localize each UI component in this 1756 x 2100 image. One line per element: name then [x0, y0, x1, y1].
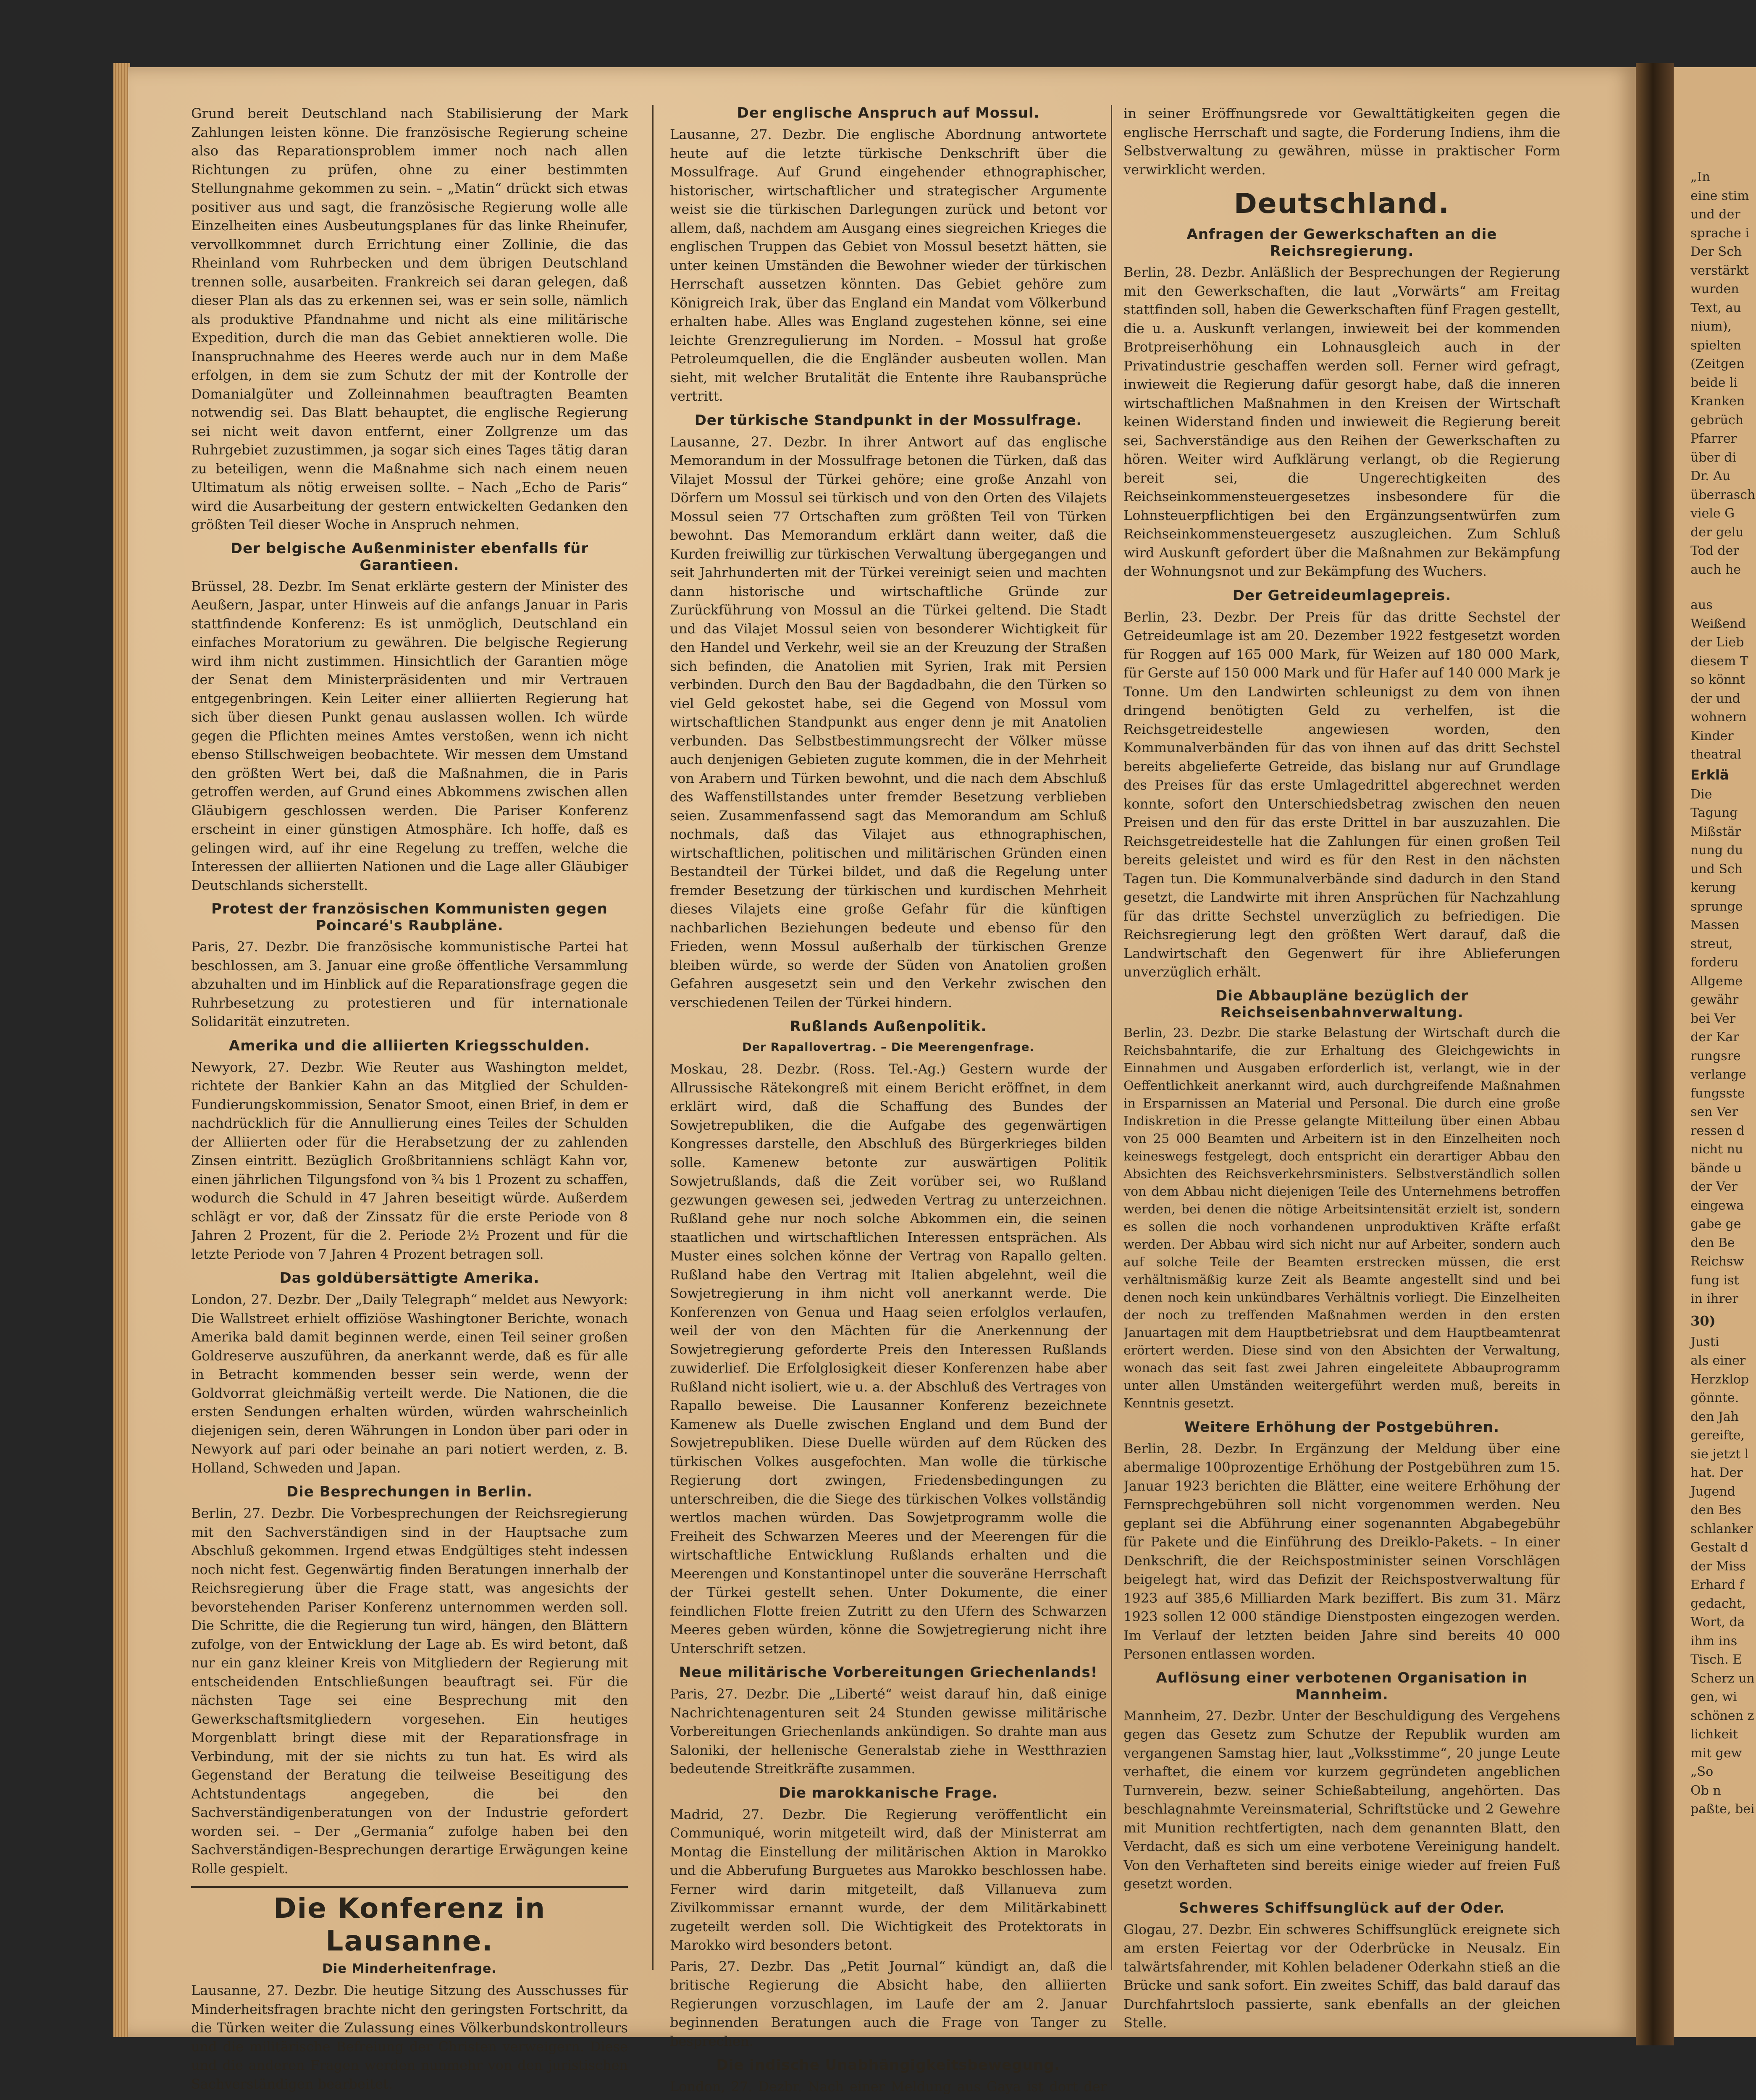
next-page-line: der Miss	[1690, 1559, 1746, 1574]
next-page-line: ressen d	[1690, 1123, 1745, 1138]
next-page-line: theatral	[1690, 747, 1741, 762]
next-page-line: Dr. Au	[1690, 469, 1731, 483]
subheadline-rapallo: Der Rapallovertrag. – Die Meerengenfrage.	[742, 1041, 1034, 1054]
next-page-line: aus	[1690, 598, 1713, 612]
next-page-line: Tod der	[1690, 543, 1739, 558]
next-page-line: Pfarrer	[1690, 431, 1737, 446]
next-page-line: so könnt	[1690, 672, 1745, 687]
next-page-line: mit gew	[1690, 1746, 1742, 1761]
next-page-line: Herzklop	[1690, 1372, 1749, 1387]
headline-america-war-debts: Amerika und die alliierten Kriegsschulden.	[228, 1037, 591, 1054]
next-page-line: lichkeit	[1690, 1727, 1738, 1742]
next-page-line: Kinder	[1690, 728, 1734, 743]
article-belgian-minister: Brüssel, 28. Dezbr. Im Senat erklärte gestern der Minister des Aeußern, Jaspar, unter Hinweis auf die anfangs Januar in Paris stattfindende Konferenz: Es ist unmöglich, Deutschland ein einfaches Moratorium zu gewähren. Die belgische Regierung wird ihm nicht zustimmen. Hinsichtlich der Garantien möge der Senat dem Ministerpräsidenten und mir Vertrauen entgegenbringen. Kein Leiter einer alliierten Regierung hat sich über diesen Punkt genau auslassen wollen. Ich würde gegen die Pflichten meines Amtes verstoßen, wenn ich nicht ebenso Stillschweigen beobachtete. Wir messen dem Umstand den größten Wert bei, daß die Maßnahmen, die in Paris getroffen werden, auf Grund eines Abkommens zwischen allen Gläubigern geschlossen werden. Die Pariser Konferenz erscheint in einer günstigen Atmosphäre. Ich hoffe, daß es gelingen wird, auf ihr eine Regelung zu treffen, welche die Interessen der alliierten Nationen und die Lage aller Gläubiger Deutschlands sicherstellt.	[191, 578, 628, 893]
next-page-line: Allgeme	[1690, 974, 1743, 989]
article-french-communists: Paris, 27. Dezbr. Die französische kommunistische Partei hat beschlossen, am 3. Januar eine große öffentliche Versammlung abzuhalten und im Hinblick auf die Reparationsfrage gegen die Ruhrbesetzung zu protestieren und für internationale Solidarität einzutreten.	[191, 939, 628, 1029]
next-page-line: Scherz un	[1690, 1671, 1755, 1686]
article-minority-question: Lausanne, 27. Dezbr. Die heutige Sitzung des Ausschusses für Minderheitsfragen brachte nicht den geringsten Fortschritt, da die Türken weiter die Zulassung eines Völkerbundskontrolleurs und die militärische Befreiung der Christen verweigern. Diese und die anderen Fragen werden nunmehr von den juristischen Sachverständigen bearbeitet.	[191, 1982, 628, 2092]
next-page-line: den Be	[1690, 1235, 1735, 1250]
column-rule-1	[652, 105, 654, 1970]
next-page-line: schlanker	[1690, 1521, 1753, 1536]
next-page-line: den Jah	[1690, 1409, 1739, 1424]
next-page-line: sie jetzt l	[1690, 1446, 1749, 1462]
next-page-headline: Erklä	[1690, 766, 1729, 783]
next-page-line: schönen z	[1690, 1708, 1754, 1723]
next-page-line: gen, wi	[1690, 1690, 1737, 1704]
next-page-line: gewähr	[1690, 992, 1739, 1007]
next-page-line: Mißstär	[1690, 824, 1741, 839]
article-postal-fees: Berlin, 28. Dezbr. In Ergänzung der Meldung über eine abermalige 100prozentige Erhöhung der Postgebühren zum 15. Januar 1923 berichten die Blätter, eine weitere Erhöhung der Fernsprechgebühren soll nicht vorgenommen werden. Neu geplant sei die Abführung einer sogenannten Abgabegebühr für Pakete und die Einführung des Dreiklo-Pakets. – In einer Denkschrift, die der Reichspostminister seinen Vorschlägen beigelegt hat, wird das Defizit der Reichspostverwaltung für 1923 auf 385,6 Milliarden Mark beziffert. Bis zum 31. März 1923 sollen 12 000 ständige Dienstposten eingezogen werden. Im Verlauf der letzten beiden Jahre sind bereits 40 000 Personen entlassen worden.	[1123, 1440, 1560, 1662]
next-page-text-top	[1674, 67, 1756, 579]
next-page-line: bei Ver	[1690, 1011, 1736, 1026]
next-page-line: als einer	[1690, 1353, 1746, 1368]
next-page-line: eine stim	[1690, 188, 1749, 203]
next-page-line: (Zeitgen	[1690, 357, 1745, 371]
next-page-line: der Ver	[1690, 1179, 1738, 1194]
next-page-line: auch he	[1690, 562, 1741, 577]
article-mosul-claim: Lausanne, 27. Dezbr. Die englische Abordnung antwortete heute auf die letzte türkische Denkschrift über die Mossulfrage. Auf Grund eingehender ethnographischer, historischer, wirtschaftlicher und strategischer Argumente weist sie die türkischen Darlegungen zurück und betont vor allem, daß, nachdem am Ausgang eines siegreichen Krieges die englischen Truppen das Gebiet von Mossul besetzt hätten, sie unter keinen Umständen die Bewohner wieder der türkischen Herrschaft aussetzen könnten. Das Gebiet gehöre zum Königreich Irak, über das England ein Mandat vom Völkerbund erhalten habe. Alles was England zugestehen könne, sei eine leichte Grenzregulierung im Norden. – Mossul hat große Petroleumquellen, die die Engländer ausbeuten wollen. Man sieht, mit welcher Brutalität die Entente ihre Raubansprüche vertritt.	[670, 126, 1107, 404]
headline-union-inquiries: Anfragen der Gewerkschaften an die Reichsregierung.	[1186, 226, 1497, 260]
next-page-line: gönnte.	[1690, 1391, 1739, 1405]
article-morocco-paris: Paris, 27. Dezbr. Das „Petit Journal“ kündigt an, daß die britische Regierung die Absicht habe, den alliierten Regierungen vorzuschlagen, im Laufe der am 2. Januar beginnenden Beratungen auch die Frage von Tanger zu besprechen.	[670, 1958, 1107, 2049]
headline-mosul-claim: Der englische Anspruch auf Mossul.	[737, 105, 1040, 121]
next-page-line: gebrüch	[1690, 412, 1743, 428]
next-page-line: Die	[1690, 787, 1712, 802]
next-page-line: wohnern	[1690, 710, 1747, 724]
headline-berlin-talks: Die Besprechungen in Berlin.	[286, 1483, 533, 1500]
next-page-line: Tagung	[1690, 806, 1738, 820]
next-page-line: Jugend	[1690, 1484, 1735, 1499]
next-page-text-middle-2	[1674, 785, 1756, 1309]
next-page-line: paßte, bei	[1690, 1802, 1755, 1816]
next-page-line: nung du	[1690, 843, 1743, 858]
next-page-line: Erhard f	[1690, 1578, 1744, 1592]
next-page-line: fung ist	[1690, 1273, 1739, 1288]
next-page-line: gedacht,	[1690, 1596, 1746, 1611]
next-page-line: ihm ins	[1690, 1633, 1738, 1648]
column-middle	[670, 104, 1107, 2094]
column-left	[191, 104, 628, 2094]
next-page-line: sprache i	[1690, 226, 1749, 241]
headline-banned-organization: Auflösung einer verbotenen Organisation in Mannheim.	[1156, 1669, 1528, 1703]
next-page-line: gabe ge	[1690, 1217, 1741, 1231]
headline-morocco: Die marokkanische Frage.	[779, 1784, 998, 1801]
next-page-line: Wort, da	[1690, 1615, 1745, 1630]
article-india-independence: London, 27. Dezbr. Nach einer Meldung aus Gaya ist dort der	[670, 2079, 1107, 2094]
next-page-line: der Kar	[1690, 1030, 1739, 1045]
article-banned-organization: Mannheim, 27. Dezbr. Unter der Beschuldigung des Vergehens gegen das Gesetz zum Schutze der Republik wurden am vergangenen Samstag hier, laut „Volksstimme“, 20 junge Leute verhaftet, die einem vor kurzem gegründeten angeblichen Turnverein, bezw. seiner Schießabteilung, angehörten. Das beschlagnahmte Vereinsmaterial, Schriftstücke und 2 Gewehre mit Munition rechtfertigten, nach dem genannten Blatt, den Verdacht, daß es sich um eine verbotene Vereinigung handelt. Von den Verhafteten sind bereits einige wieder auf freien Fuß gesetzt worden.	[1123, 1707, 1560, 1892]
headline-oder-shipwreck: Schweres Schiffsunglück auf der Oder.	[1179, 1899, 1505, 1916]
next-page-line: Der Sch	[1690, 244, 1742, 259]
article-railway-cuts: Berlin, 23. Dezbr. Die starke Belastung der Wirtschaft durch die Reichsbahntarife, die zur Erhaltung des Gleichgewichts in Einnahmen und Ausgaben erforderlich ist, verlangt, wie in der Oeffentlichkeit anerkannt wird, auch durchgreifende Maßnahmen in Ersparnissen an Material und Personal. Die durch eine große Indiskretion in die Presse gelangte Mitteilung über einen Abbau von 25 000 Beamten und Arbeitern ist in den Einzelheiten noch keineswegs festgelegt, doch entspricht ein derartiger Abbau den Absichten des Reichsverkehrsministers. Selbstverständlich sollen von dem Abbau nicht diejenigen Teile des Unternehmens betroffen werden, bei denen die nötige Arbeitsintensität erzielt ist, sondern es sollen die noch vorhandenen unproduktiven Kräfte erfaßt werden. Der Abbau wird sich nicht nur auf Arbeiter, sondern auch auf solche Teile der Beamten erstrecken müssen, die erst verhältnismäßig kurze Zeit als Beamte angestellt sind und bei denen noch kein unkündbares Verhältnis vorliegt. Die Einzelheiten der noch zu treffenden Maßnahmen werden in den ersten Januartagen mit dem Hauptbetriebsrat und dem Hauptbeamtenrat erörtert werden. Diese sind von den Absichten der Verwaltung, wonach das seit fast zwei Jahren eingeleitete Abbauprogramm unter allen Umständen weitergeführt werden muß, bereits in Kenntnis gesetzt.	[1123, 1025, 1560, 1411]
next-page-text-middle	[1674, 596, 1756, 764]
next-page-line: verlange	[1690, 1067, 1746, 1082]
next-page-line: der gelu	[1690, 525, 1744, 540]
next-page-line: Reichsw	[1690, 1254, 1744, 1269]
article-russia-foreign-policy: Moskau, 28. Dezbr. (Ross. Tel.-Ag.) Gestern wurde der Allrussische Rätekongreß mit einem Bericht eröffnet, in dem erklärt wird, daß die Schaffung des Bundes der Sowjetrepubliken, die die Aufgabe des gegenwärtigen Kongresses darstelle, den Abschluß des Bürgerkrieges bilden solle. Kamenew betonte zur auswärtigen Politik Sowjetrußlands, daß die Zeit vorüber sei, wo Rußland gezwungen gewesen sei, jedweden Vertrag zu unterzeichnen. Rußland gehe nur noch solche Abkommen ein, die seinen staatlichen und wirtschaftlichen Interessen entsprächen. Als Muster eines solchen könne der Vertrag von Rapallo gelten. Rußland habe den Vertrag mit Italien abgelehnt, weil die Sowjetregierung in ihm nicht voll anerkannt werde. Die Konferenzen von Genua und Haag seien erfolglos verlaufen, weil der von den Mächten für die Anerkennung der Sowjetregierung geforderte Preis den Interessen Rußlands zuwiderlief. Die Erfolglosigkeit dieser Konferenzen habe aber Rußland nicht isoliert, wie u. a. der Abschluß des Vertrages von Rapallo beweise. Die Lausanner Konferenz bezeichnete Kamenew als Duelle zwischen England und dem Bund der Sowjetrepubliken. Diese Duelle würden auf dem Rücken des türkischen Volkes ausgefochten. Man wolle die türkische Regierung dort zwingen, Friedensbedingungen zu unterschreiben, die die Siege des türkischen Volkes vollständig wertlos machen würden. Das Sowjetprogramm wolle die Freiheit des Schwarzen Meeres und der Meerengen für die wirtschaftliche Entwicklung Rußlands erhalten und die Meerengen und Konstantinopel unter die souveräne Herrschaft der Türkei gestellt sehen. Unter Dokumente, die einer feindlichen Flotte freien Zutritt zu den Ufern des Schwarzen Meeres geben würden, könne die Sowjetregierung nicht ihre Unterschrift setzen.	[670, 1061, 1107, 1656]
next-page-line: eingewa	[1690, 1198, 1744, 1213]
next-page-line: Tisch. E	[1690, 1652, 1742, 1667]
page-edge-stack	[113, 63, 130, 2037]
article-turkish-position: Lausanne, 27. Dezbr. In ihrer Antwort auf das englische Memorandum in der Mossulfrage betonen die Türken, daß das Vilajet Mossul der Türkei gehöre; eine große Anzahl von Dörfern um Mossul sei türkisch und von den Orten des Vilajets Mossul seien 77 Ortschaften zum größten Teil von Türken bewohnt. Das Memorandum erklärt dann weiter, daß die Kurden freiwillig zur türkischen Verwaltung übergegangen und seit Jahrhunderten mit der Türkei vereinigt seien und machten dann historische und wirtschaftliche Gründe zur Zurückführung von Mossul an die Türkei geltend. Die Stadt und das Vilajet Mossul seien von besonderer Wichtigkeit für den Handel und Verkehr, weil sie an der Kreuzung der Straßen sich befinden, die Anatolien mit Syrien, Irak mit Persien verbinden. Durch den Bau der Bagdadbahn, die den Türken so viel Geld gekostet habe, sei die Gegend von Mossul vom wirtschaftlichen Standpunkt aus enger denn je mit Anatolien verbunden. Das Selbstbestimmungsrecht der Völker müsse auch denjenigen Gebieten zugute kommen, die in der Mehrheit von Arabern und Türken bewohnt, und die nach dem Abschluß des Waffenstillstandes unter fremder Besetzung verblieben seien. Zusammenfassend sagt das Memorandum am Schluß nochmals, daß das Vilajet aus ethnographischen, wirtschaftlichen, politischen und militärischen Gründen einen Bestandteil der Türkei bildet, und daß die Regelung unter fremder Besetzung der türkischen und kurdischen Mehrheit dieses Vilajets eine große Gefahr für die künftigen nachbarlichen Beziehungen bedeute und ebenso für den Frieden, wenn Mossul außerhalb der türkischen Grenze bleiben würde, so werde der Süden von Anatolien großen Gefahren ausgesetzt sein und den Verkehr zwischen den verschiedenen Teilen der Türkei hindern.	[670, 433, 1107, 1011]
next-page-line: Massen	[1690, 918, 1740, 932]
article-reparation-continued: Grund bereit Deutschland nach Stabilisierung der Mark Zahlungen leisten könne. Die französische Regierung scheine also das Reparationsproblem immer noch nach allen Richtungen zu prüfen, ohne zu einer bestimmten Stellungnahme gekommen zu sein. – „Matin“ drückt sich etwas positiver aus und sagt, die französische Regierung wolle alle Einzelheiten eines Ausbeutungsplanes für das linke Rheinufer, vervollkommnet durch Errichtung einer Zollinie, die das Rheinland vom Ruhrbecken und dem übrigen Deutschland trennen solle, ausarbeiten. Frankreich sei daran gelegen, daß dieser Plan als das zu erkennen sei, was er sein solle, nämlich als produktive Pfandnahme und nicht als eine militärische Expedition, durch die man das Gebiet annektieren wolle. Die Inanspruchnahme des Heeres werde auch nur in dem Maße erfolgen, in dem sie zum Schutz der mit der Kontrolle der Domanialgüter und Zolleinnahmen beauftragten Beamten notwendig sei. Das Blatt behauptet, die englische Regierung sei nicht weit davon entfernt, einer Zollgrenze um das Ruhrgebiet zuzustimmen, ja sogar sich eines Tages tätig daran zu beteiligen, wenn die Maßnahme sich nach einem neuen Ultimatum als nötig erweisen sollte. – Nach „Echo de Paris“ wird die Ausarbeitung der gestern entwickelten Gedanken den größten Teil dieser Woche in Anspruch nehmen.	[191, 105, 628, 533]
next-page-line: streut,	[1690, 936, 1733, 951]
headline-minority-question: Die Minderheitenfrage.	[322, 1961, 497, 1976]
next-page-line: Justi	[1690, 1334, 1719, 1349]
headline-india-independence: Die indische Unabhängigkeitsbewegung.	[716, 2057, 1060, 2074]
next-page-line: Ob n	[1690, 1783, 1721, 1798]
next-page-line: der und	[1690, 691, 1740, 706]
next-page-line: „So	[1690, 1764, 1714, 1779]
next-page-sliver	[1674, 67, 1756, 2037]
next-page-line: und Sch	[1690, 861, 1743, 877]
headline-postal-fees: Weitere Erhöhung der Postgebühren.	[1184, 1418, 1500, 1436]
section-title-germany: Deutschland.	[1234, 187, 1450, 220]
article-grain-levy-price: Berlin, 23. Dezbr. Der Preis für das dritte Sechstel der Getreideumlage ist am 20. Dezember 1922 festgesetzt worden für Roggen auf 165 000 Mark, für Weizen auf 180 000 Mark, für Gerste auf 150 000 Mark und für Hafer auf 140 000 Mark je Tonne. Um den Landwirten schleunigst zu dem von ihnen dringend benötigten Geld zu verhelfen, ist die Reichsgetreidestelle angewiesen worden, den Kommunalverbänden für das von ihnen auf das dritt Sechstel bereits abgelieferte Getreide, das bislang nur auf Grundlage des Preises für das erste Umlagedrittel abgerechnet werden konnte, sofort den Unterschiedsbetrag zwischen den neuen Preisen und den für das erste Drittel in bar auszuzahlen. Die Reichsgetreidestelle hat die Zahlungen für einen großen Teil bereits geleistet und wird es für den Rest in den nächsten Tagen tun. Die Kommunalverbände sind dadurch in den Stand gesetzt, die Landwirte mit ihren Ansprüchen für Nachzahlung für das dritte Sechstel unverzüglich zu befriedigen. Die Reichsregierung legt den größten Wert darauf, daß die Landwirtschaft den Gegenwert für ihre Ablieferungen unverzüglich erhält.	[1123, 609, 1560, 980]
next-page-line: rungsre	[1690, 1048, 1741, 1063]
next-page-line: Weißend	[1690, 616, 1746, 631]
next-page-line: nium),	[1690, 319, 1732, 334]
next-page-line: den Bes	[1690, 1503, 1742, 1517]
next-page-line: hat. Der	[1690, 1465, 1743, 1480]
headline-gold-america: Das goldübersättigte Amerika.	[279, 1270, 540, 1286]
article-greece-military: Paris, 27. Dezbr. Die „Liberté“ weist darauf hin, daß einige Nachrichtenagenturen seit 24 Stunden gewisse militärische Vorbereitungen Griechenlands ankündigen. So drahte man aus Saloniki, der hellenische Generalstab ziehe in Westthrazien bedeutende Streitkräfte zusammen.	[670, 1686, 1107, 1777]
article-morocco-madrid: Madrid, 27. Dezbr. Die Regierung veröffentlicht ein Communiqué, worin mitgeteilt wird, daß der Ministerrat am Montag die Einstellung der militärischen Aktion in Marokko und die Abberufung Burguetes aus Marokko beschlossen habe. Ferner wird darin mitgeteilt, daß Villanueva zum Zivilkommissar ernannt wurde, der dem Militärkabinett zugeteilt werden soll. Die Wichtigkeit des Protektorats in Marokko wird besonders betont.	[670, 1806, 1107, 1953]
next-page-line: „In	[1690, 170, 1710, 184]
next-page-line: über di	[1690, 450, 1736, 465]
column-right	[1123, 104, 1560, 2094]
book-gutter	[1636, 63, 1674, 2045]
next-page-line: sprunge	[1690, 899, 1743, 914]
section-title-lausanne: Die Konferenz in Lausanne.	[191, 1886, 628, 1958]
next-page-line: verstärkt	[1690, 263, 1749, 278]
next-page-line: spielten	[1690, 338, 1741, 353]
article-america-war-debts: Newyork, 27. Dezbr. Wie Reuter aus Washington meldet, richtete der Bankier Kahn an das Mitglied der Schulden-Fundierungskommission, Senator Smoot, einen Brief, in dem er nachdrücklich für die Annullierung eines Teiles der Schulden der Alliierten oder für die Herabsetzung der zu zahlenden Zinsen eintritt. Bezüglich Großbritanniens schlägt Kahn vor, einen jährlichen Tilgungsfond von ¾ bis 1 Prozent zu schaffen, wodurch die Schuld in 47 Jahren beseitigt würde. Außerdem schlägt er vor, daß der Zinssatz für die erste Periode von 8 Jahren 2 Prozent, für die 2. Periode 2½ Prozent und für die letzte Periode von 7 Jahren 4 Prozent betragen soll.	[191, 1059, 628, 1262]
next-page-line: in ihrer	[1690, 1292, 1738, 1306]
next-page-line: sen Ver	[1690, 1105, 1738, 1119]
next-page-line: fungsste	[1690, 1086, 1745, 1101]
headline-turkish-position: Der türkische Standpunkt in der Mossulfrage.	[694, 412, 1082, 429]
next-page-line: kerung	[1690, 880, 1736, 895]
article-gold-america: London, 27. Dezbr. Der „Daily Telegraph“ meldet aus Newyork: Die Wallstreet erhielt offiziöse Washingtoner Berichte, wonach Amerika bald damit beginnen werde, einen Teil seiner großen Goldreserve auszuführen, da anerkannt werde, daß es für alle in Betracht kommenden besser sein werde, wenn der Goldvorrat gleichmäßig verteilt werde. Die Nationen, die die ersten Sendungen erhalten würden, würden wahrscheinlich diejenigen sein, deren Währungen in London über pari oder in Newyork auf pari oder beinahe an pari notiert werden, z. B. Holland, Schweden und Japan.	[191, 1292, 628, 1476]
next-page-line: Gestalt d	[1690, 1540, 1748, 1555]
headline-belgian-minister: Der belgische Außenminister ebenfalls für Garantieen.	[230, 540, 589, 574]
headline-railway-cuts: Die Abbaupläne bezüglich der Reichseisenbahnverwaltung.	[1215, 987, 1469, 1021]
next-page-line: diesem T	[1690, 654, 1748, 669]
headline-grain-levy-price: Der Getreideumlagepreis.	[1232, 587, 1452, 604]
next-page-line: forderu	[1690, 955, 1739, 970]
next-page-line: wurden	[1690, 282, 1739, 297]
article-oder-shipwreck: Glogau, 27. Dezbr. Ein schweres Schiffsunglück ereignete sich am ersten Feiertag vor der Oderbrücke in Neusalz. Ein talwärtsfahrender, mit Kohlen beladener Oderkahn stieß an die Brücke und sank sofort. Ein zweites Schiff, das bald darauf das Durchfahrtsloch passierte, sank ebenfalls an der gleichen Stelle.	[1123, 1921, 1560, 2031]
headline-greece-military: Neue militärische Vorbereitungen Griechenlands!	[679, 1664, 1098, 1681]
next-page-line: und der	[1690, 207, 1740, 222]
article-union-inquiries: Berlin, 28. Dezbr. Anläßlich der Besprechungen der Regierung mit den Gewerkschaften, die laut „Vorwärts“ am Freitag stattfinden soll, haben die Gewerkschaften fünf Fragen gestellt, die u. a. Auskunft verlangen, inwieweit bei der kommenden Brotpreiserhöhung ein Lohnausgleich auch in der Privatindustrie geschaffen werden soll. Ferner wird gefragt, inwieweit die Regierung dafür gesorgt habe, daß die inneren wirtschaftlichen Maßnahmen in den Kreisen der Wirtschaft keinen Widerstand finden und inwieweit die Regierung bereit sei, Sachverständige aus den Reihen der Gewerkschaften zu hören. Weiter wird Aufklärung verlangt, ob die Regierung bereit sei, die Ungerechtigkeiten des Reichseinkommensteuergesetzes insbesondere für die Lohnsteuerpflichtigen bei den Ergänzungsentwürfen zum Reichseinkommensteuergesetz auszugleichen. Zum Schluß wird Auskunft gefordert über die Maßnahmen zur Bekämpfung der Wohnungsnot und zur Bekämpfung des Wuchers.	[1123, 264, 1560, 579]
column-rule-2	[1111, 105, 1112, 1970]
next-page-line: der Lieb	[1690, 635, 1744, 650]
next-page-line: nicht nu	[1690, 1142, 1743, 1157]
next-page-line: gereifte,	[1690, 1428, 1745, 1443]
headline-russia-foreign-policy: Rußlands Außenpolitik.	[790, 1018, 987, 1035]
next-page-line: beide li	[1690, 375, 1738, 390]
article-india-continued: in seiner Eröffnungsrede vor Gewalttätigkeiten gegen die englische Herrschaft und sagte, die Forderung Indiens, ihm die Selbstverwaltung zu gewähren, müsse in praktischer Form verwirklicht werden.	[1123, 105, 1560, 178]
next-page-line: viele G	[1690, 506, 1735, 521]
next-page-line: überrasch	[1690, 487, 1756, 502]
next-page-line: Kranken	[1690, 394, 1745, 409]
next-page-installment-number: 30)	[1690, 1312, 1716, 1329]
headline-french-communists: Protest der französischen Kommunisten gegen Poincaré's Raubpläne.	[211, 900, 608, 934]
next-page-line: bände u	[1690, 1160, 1742, 1176]
next-page-text-bottom	[1674, 1333, 1756, 1819]
article-berlin-talks: Berlin, 27. Dezbr. Die Vorbesprechungen der Reichsregierung mit den Sachverständigen sind in der Hauptsache zum Abschluß gekommen. Irgend etwas Endgültiges steht indessen noch nicht fest. Gegenwärtig finden Beratungen innerhalb der Reichsregierung über die Frage statt, was angesichts der bevorstehenden Pariser Konferenz unternommen werden soll. Die Schritte, die die Regierung tun wird, hängen, den Blättern zufolge, von der Entwicklung der Lage ab. Es wird betont, daß nur ein ganz kleiner Kreis von Mitgliedern der Regierung mit entscheidenden Entschließungen beauftragt sei. Für die nächsten Tage sei eine Besprechung mit den Gewerkschaftsmitgliedern vorgesehen. Ein heutiges Morgenblatt bringt diese mit der Reparationsfrage in Verbindung, mit der sie nichts zu tun hat. Es wird als Gegenstand der Beratung die teilweise Beseitigung des Achtstundentags angegeben, die bei den Sachverständigenberatungen von der Industrie gefordert worden sei. – Der „Germania“ zufolge haben bei den Sachverständigen-Besprechungen derartige Erwägungen keine Rolle gespielt.	[191, 1505, 628, 1877]
next-page-line: Text, au	[1690, 300, 1741, 315]
